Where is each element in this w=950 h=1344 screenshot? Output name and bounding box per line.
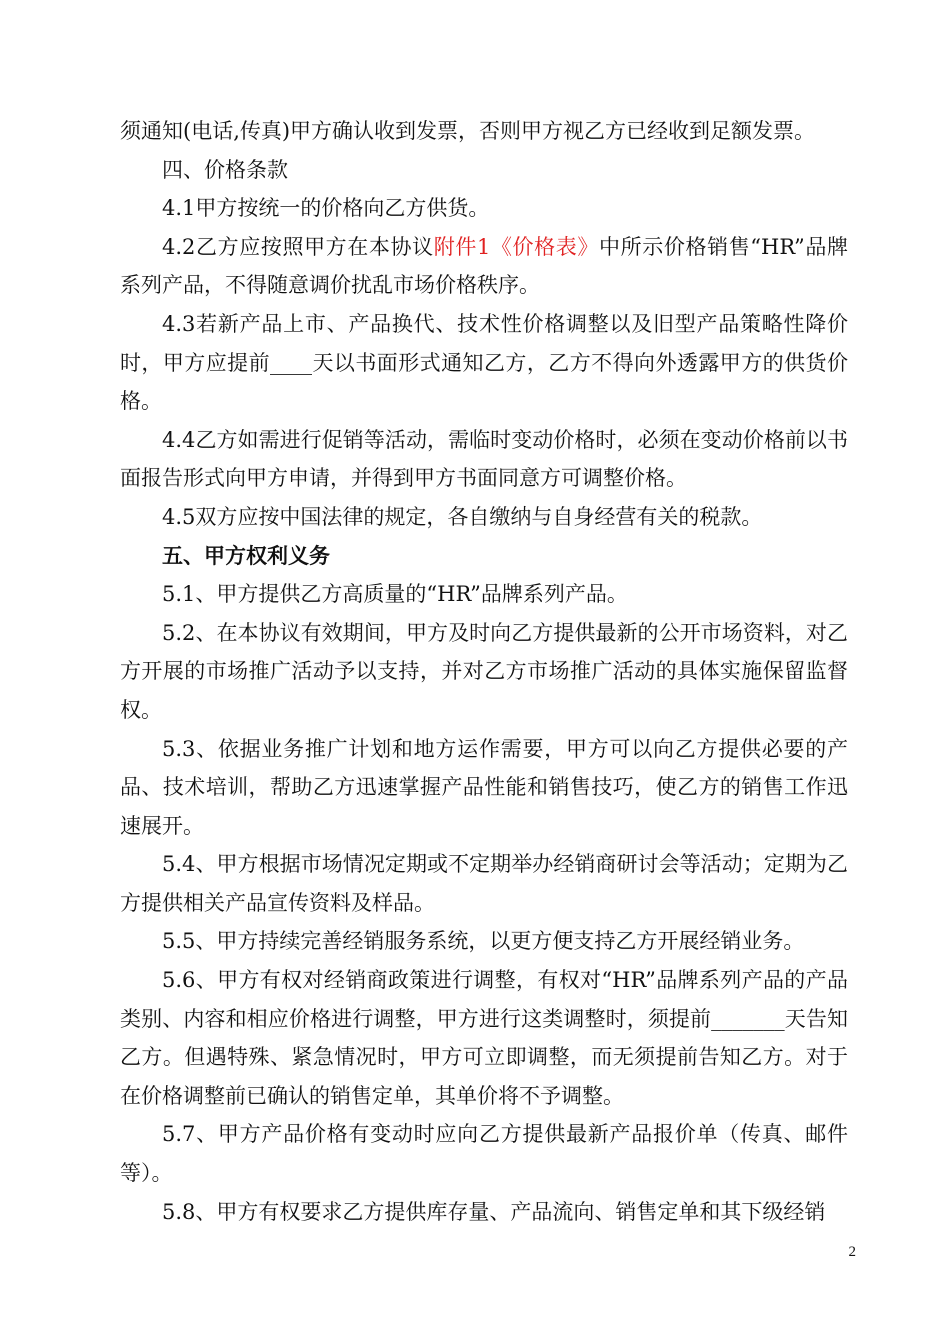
clause-5-8: 5.8、甲方有权要求乙方提供库存量、产品流向、销售定单和其下级经销 bbox=[162, 1199, 826, 1224]
section-heading-party-a-rights: 五、甲方权利义务 bbox=[162, 542, 330, 568]
clause-5-5: 5.5、甲方持续完善经销服务系统，以更方便支持乙方开展经销业务。 bbox=[162, 929, 805, 954]
document-body bbox=[120, 112, 848, 1231]
clause-4-3: 4.3若新产品上市、产品换代、技术性价格调整以及旧型产品策略性降价时，甲方应提前____天以书面形式通知乙方，乙方不得向外透露甲方的供货价格。 bbox=[120, 311, 848, 414]
clause-5-3: 5.3、依据业务推广计划和地方运作需要，甲方可以向乙方提供必要的产品、技术培训，帮助乙方迅速掌握产品性能和销售技巧，使乙方的销售工作迅速展开。 bbox=[120, 736, 848, 838]
clause-4-5: 4.5双方应按中国法律的规定，各自缴纳与自身经营有关的税款。 bbox=[162, 504, 763, 529]
section-heading-price-terms: 四、价格条款 bbox=[162, 157, 288, 182]
clause-5-4: 5.4、甲方根据市场情况定期或不定期举办经销商研讨会等活动；定期为乙方提供相关产品宣传资料及样品。 bbox=[120, 852, 848, 915]
clause-4-2-text-end: 中所示价格销售“HR”品牌系列产品，不得随意调价扰乱市场价格秩序。 bbox=[120, 234, 848, 298]
paragraph-invoice-notice: 须通知(电话,传真)甲方确认收到发票，否则甲方视乙方已经收到足额发票。 bbox=[120, 119, 816, 143]
clause-5-7: 5.7、甲方产品价格有变动时应向乙方提供最新产品报价单（传真、邮件等）。 bbox=[120, 1122, 848, 1186]
clause-4-2 bbox=[120, 228, 848, 305]
clause-4-1: 4.1甲方按统一的价格向乙方供货。 bbox=[162, 196, 490, 221]
page-number: 2 bbox=[848, 1244, 856, 1260]
clause-4-4: 4.4乙方如需进行促销等活动，需临时变动价格时，必须在变动价格前以书面报告形式向甲方申请，并得到甲方书面同意方可调整价格。 bbox=[120, 427, 848, 491]
clause-5-6: 5.6、甲方有权对经销商政策进行调整，有权对“HR”品牌系列产品的产品类别、内容和相应价格进行调整，甲方进行这类调整时，须提前_______天告知乙方。但遇特殊、紧急情况时，甲方可立即调整，而无须提前告知乙方。对于在价格调整前已确认的销售定单，其单价将不予调整。 bbox=[120, 968, 848, 1108]
attachment-price-table-link[interactable]: 附件1《价格表》 bbox=[433, 234, 600, 259]
clause-5-1: 5.1、甲方提供乙方高质量的“HR”品牌系列产品。 bbox=[162, 582, 628, 607]
clause-5-2: 5.2、在本协议有效期间，甲方及时向乙方提供最新的公开市场资料，对乙方开展的市场推广活动予以支持，并对乙方市场推广活动的具体实施保留监督权。 bbox=[120, 620, 848, 722]
clause-4-2-text-start: 4.2乙方应按照甲方在本协议 bbox=[162, 234, 434, 259]
